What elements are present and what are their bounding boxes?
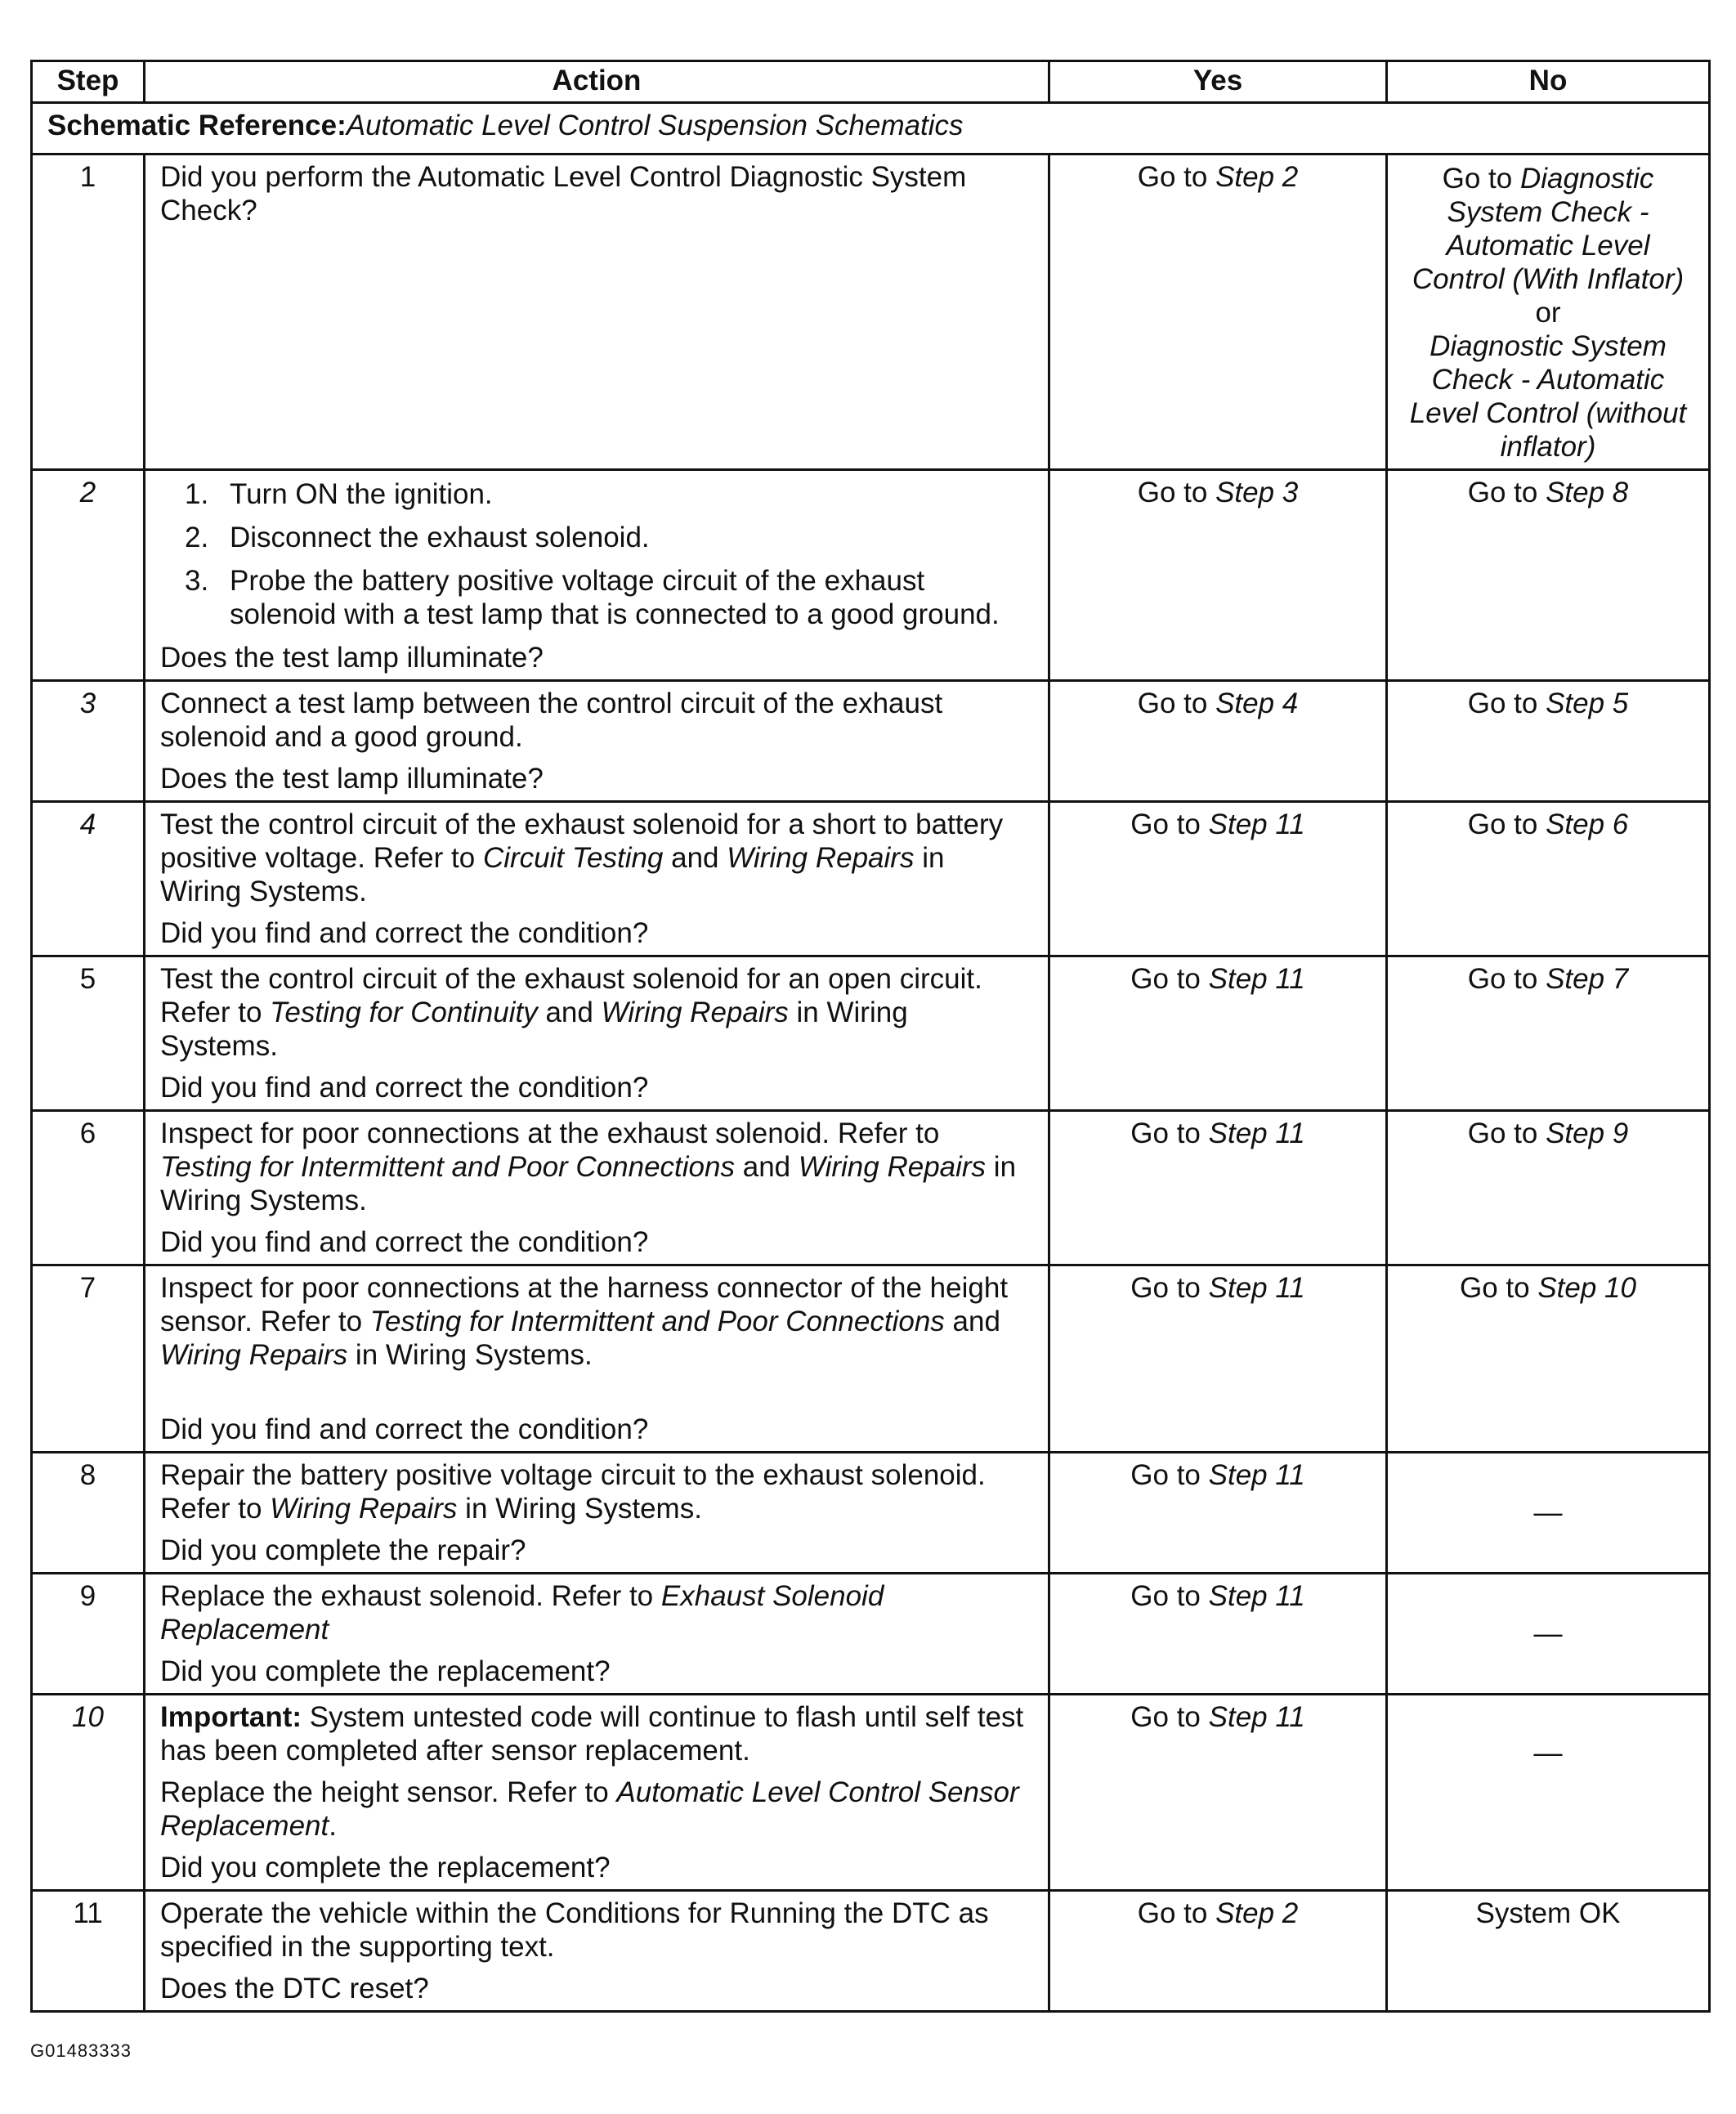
action-question: Did you complete the repair? [160, 1534, 526, 1566]
action-question: Did you find and correct the condition? [160, 1413, 649, 1445]
header-yes: Yes [1049, 61, 1387, 103]
no-step-link[interactable]: Step 6 [1546, 808, 1629, 840]
action-question: Did you perform the Automatic Level Control Diagnostic System Check? [160, 161, 967, 226]
yes-cell [1049, 1111, 1387, 1265]
action-text [160, 1579, 1033, 1646]
yes-text: Go to [1130, 1117, 1209, 1149]
table-row [32, 956, 1710, 1111]
no-link-diagnostic-with-inflator[interactable]: Diagnostic System Check - Automatic Level Control (With Inflator) [1412, 163, 1685, 295]
action-cell [145, 956, 1049, 1111]
action-question: Does the test lamp illuminate? [160, 763, 544, 795]
important-text: System untested code will continue to flash until self test has been completed after sensor replacement. [160, 1701, 1024, 1767]
action-cell [145, 470, 1049, 681]
yes-step-link[interactable]: Step 11 [1208, 1272, 1305, 1304]
action-text: Operate the vehicle within the Conditions for Running the DTC as specified in the supporting text. [160, 1897, 989, 1963]
no-cell [1387, 802, 1710, 956]
step-number: 3 [32, 681, 145, 802]
text-part: Test the control circuit of the exhaust solenoid for an open circuit. Refer to [160, 963, 982, 1028]
figure-id: G01483333 [30, 2040, 132, 2061]
list-number: 3. [185, 565, 209, 597]
yes-step-link[interactable]: Step 11 [1208, 1701, 1305, 1733]
yes-cell [1049, 802, 1387, 956]
yes-cell [1049, 155, 1387, 470]
action-text [160, 1271, 1033, 1372]
text-part: and [663, 842, 727, 874]
text-part: and [537, 997, 602, 1028]
step-number: 1 [32, 155, 145, 470]
circuit-testing-link[interactable]: Circuit Testing [482, 842, 664, 874]
action-cell [145, 1111, 1049, 1265]
action-cell [145, 1891, 1049, 2012]
no-step-link[interactable]: Step 10 [1537, 1272, 1636, 1304]
no-text: Go to [1460, 1272, 1538, 1304]
yes-text: Go to [1137, 477, 1216, 508]
header-no: No [1387, 61, 1710, 103]
yes-step-link[interactable]: Step 11 [1208, 1580, 1305, 1612]
table-row [32, 1111, 1710, 1265]
no-cell: System OK [1387, 1891, 1710, 2012]
action-cell [145, 1574, 1049, 1695]
wiring-repairs-link[interactable]: Wiring Repairs [798, 1151, 987, 1183]
step-number: 2 [32, 470, 145, 681]
action-cell [145, 1453, 1049, 1574]
table-row [32, 155, 1710, 470]
action-question: Does the test lamp illuminate? [160, 642, 544, 674]
yes-step-link[interactable]: Step 11 [1208, 963, 1305, 995]
important-note [160, 1700, 1033, 1767]
action-cell [145, 681, 1049, 802]
text-part: Test the control circuit of the exhaust solenoid for a short to battery positive voltage. Refer to [160, 808, 1004, 874]
diagnostic-table [30, 60, 1711, 2013]
table-row [32, 1695, 1710, 1891]
table-row [32, 1891, 1710, 2012]
yes-cell [1049, 681, 1387, 802]
no-step-link[interactable]: Step 9 [1546, 1117, 1629, 1149]
yes-text: Go to [1130, 1459, 1209, 1491]
text-part: and [735, 1151, 799, 1183]
no-cell [1387, 470, 1710, 681]
text-part: Replace the height sensor. Refer to [160, 1776, 617, 1808]
text-part: in Wiring Systems. [160, 997, 908, 1062]
action-text [160, 962, 1033, 1063]
no-text: Go to [1467, 808, 1546, 840]
step-number: 11 [32, 1891, 145, 2012]
no-cell [1387, 1111, 1710, 1265]
list-number: 2. [185, 522, 209, 553]
action-question: Did you complete the replacement? [160, 1852, 611, 1883]
yes-cell [1049, 470, 1387, 681]
table-row [32, 1265, 1710, 1453]
schematic-reference [32, 103, 1710, 155]
table-row [32, 802, 1710, 956]
action-question: Did you find and correct the condition? [160, 917, 649, 949]
yes-text: Go to [1130, 808, 1209, 840]
step-number: 10 [32, 1695, 145, 1891]
action-text [160, 1776, 1033, 1843]
testing-intermittent-link[interactable]: Testing for Intermittent and Poor Connections [369, 1306, 945, 1337]
text-part: Repair the battery positive voltage circuit to the exhaust solenoid. Refer to [160, 1459, 986, 1525]
yes-step-link[interactable]: Step 2 [1215, 161, 1299, 193]
no-text: Go to [1467, 477, 1546, 508]
text-part: Inspect for poor connections at the harness connector of the height sensor. Refer to [160, 1272, 1009, 1337]
no-text: Go to [1467, 963, 1546, 995]
wiring-repairs-link[interactable]: Wiring Repairs [270, 1493, 458, 1525]
header-action: Action [145, 61, 1049, 103]
schematic-reference-row [32, 103, 1710, 155]
no-cell [1387, 681, 1710, 802]
action-question: Does the DTC reset? [160, 1973, 429, 2004]
yes-text: Go to [1137, 161, 1216, 193]
yes-cell [1049, 1453, 1387, 1574]
text-part: and [944, 1306, 1000, 1337]
action-text [160, 1458, 1033, 1525]
no-step-link[interactable]: Step 7 [1546, 963, 1629, 995]
list-number: 1. [185, 478, 209, 510]
testing-for-continuity-link[interactable]: Testing for Continuity [270, 997, 538, 1028]
text-part: Replace the exhaust solenoid. Refer to [160, 1580, 661, 1612]
yes-step-link[interactable]: Step 3 [1215, 477, 1299, 508]
yes-cell [1049, 1891, 1387, 2012]
list-text: Disconnect the exhaust solenoid. [230, 522, 650, 553]
no-link-diagnostic-without-inflator[interactable]: Diagnostic System Check - Automatic Level Control (without inflator) [1409, 330, 1687, 463]
wiring-repairs-link[interactable]: Wiring Repairs [601, 997, 789, 1028]
yes-text: Go to [1137, 687, 1216, 719]
yes-cell [1049, 1265, 1387, 1453]
no-cell: — [1387, 1574, 1710, 1695]
action-text [160, 1117, 1033, 1217]
step-number: 7 [32, 1265, 145, 1453]
yes-cell [1049, 1574, 1387, 1695]
important-label: Important: [160, 1701, 302, 1733]
wiring-repairs-link[interactable]: Wiring Repairs [160, 1339, 348, 1371]
schematic-reference-link[interactable]: Automatic Level Control Suspension Schematics [346, 110, 964, 141]
yes-cell [1049, 956, 1387, 1111]
text-part: . [329, 1810, 337, 1842]
text-part: in Wiring Systems. [160, 842, 945, 907]
no-cell [1387, 1265, 1710, 1453]
step-number: 5 [32, 956, 145, 1111]
list-item [160, 477, 1033, 511]
yes-step-link[interactable]: Step 2 [1215, 1897, 1299, 1929]
step-number: 8 [32, 1453, 145, 1574]
no-text: Go to [1467, 1117, 1546, 1149]
no-text: Go to [1467, 687, 1546, 719]
list-item [160, 521, 1033, 554]
yes-text: Go to [1130, 963, 1209, 995]
table-row [32, 1453, 1710, 1574]
table-row [32, 681, 1710, 802]
action-cell [145, 802, 1049, 956]
no-step-link[interactable]: Step 5 [1546, 687, 1629, 719]
table-row [32, 1574, 1710, 1695]
action-question: Did you find and correct the condition? [160, 1072, 649, 1104]
action-cell [145, 1265, 1049, 1453]
no-cell: — [1387, 1453, 1710, 1574]
yes-step-link[interactable]: Step 11 [1208, 1459, 1305, 1491]
step-number: 9 [32, 1574, 145, 1695]
header-step: Step [32, 61, 145, 103]
no-text: Go to [1442, 163, 1520, 195]
yes-text: Go to [1130, 1580, 1209, 1612]
action-text [160, 808, 1033, 908]
yes-step-link[interactable]: Step 11 [1208, 808, 1305, 840]
step-number: 6 [32, 1111, 145, 1265]
sensor-replacement-link[interactable]: Automatic Level Control Sensor Replacement [160, 1776, 1019, 1842]
yes-text: Go to [1137, 1897, 1216, 1929]
yes-cell [1049, 1695, 1387, 1891]
no-step-link[interactable]: Step 8 [1546, 477, 1629, 508]
action-question: Did you find and correct the condition? [160, 1226, 649, 1258]
schematic-reference-label: Schematic Reference: [47, 110, 347, 141]
testing-intermittent-link[interactable]: Testing for Intermittent and Poor Connections [160, 1151, 735, 1183]
yes-text: Go to [1130, 1701, 1209, 1733]
text-part: in Wiring Systems. [457, 1493, 702, 1525]
yes-step-link[interactable]: Step 11 [1208, 1117, 1305, 1149]
list-text: Probe the battery positive voltage circuit of the exhaust solenoid with a test lamp that is connected to a good ground. [230, 565, 1000, 630]
action-list [160, 477, 1033, 631]
text-part: in Wiring Systems. [160, 1151, 1017, 1216]
no-cell [1387, 155, 1710, 470]
text-part: in Wiring Systems. [347, 1339, 593, 1371]
no-or: or [1535, 297, 1561, 329]
step-number: 4 [32, 802, 145, 956]
no-cell: — [1387, 1695, 1710, 1891]
table-row [32, 470, 1710, 681]
wiring-repairs-link[interactable]: Wiring Repairs [727, 842, 915, 874]
list-text: Turn ON the ignition. [230, 478, 493, 510]
yes-text: Go to [1130, 1272, 1209, 1304]
text-part: Inspect for poor connections at the exhaust solenoid. Refer to [160, 1117, 940, 1149]
list-item [160, 564, 1033, 631]
no-cell [1387, 956, 1710, 1111]
action-cell [145, 1695, 1049, 1891]
header-row [32, 61, 1710, 103]
exhaust-solenoid-replacement-link[interactable]: Exhaust Solenoid Replacement [160, 1580, 884, 1646]
yes-step-link[interactable]: Step 4 [1215, 687, 1299, 719]
action-text: Connect a test lamp between the control circuit of the exhaust solenoid and a good ground. [160, 687, 943, 753]
action-cell [145, 155, 1049, 470]
action-question: Did you complete the replacement? [160, 1655, 611, 1687]
